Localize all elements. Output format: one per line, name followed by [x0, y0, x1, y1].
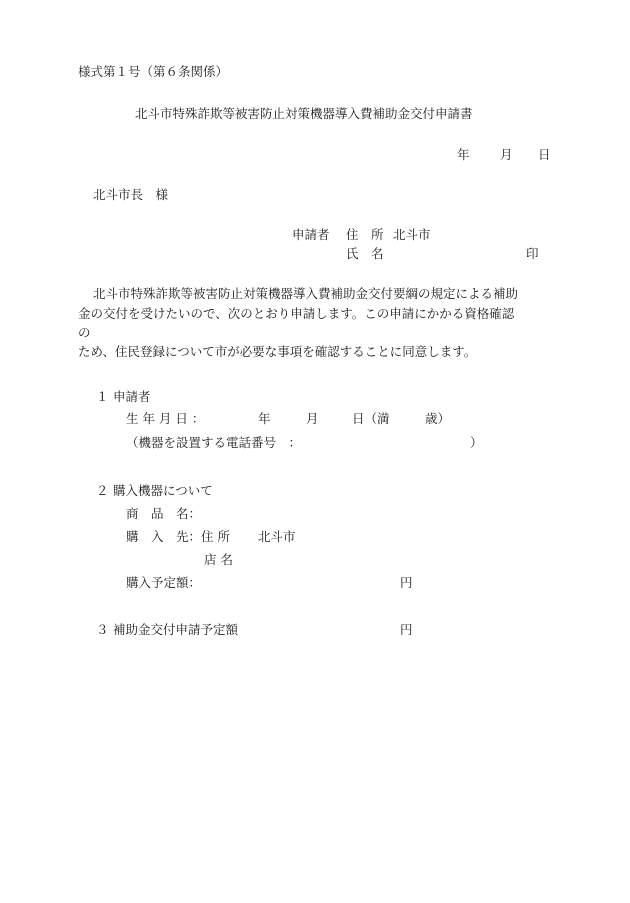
form-title: 北斗市特殊詐欺等被害防止対策機器導入費補助金交付申請書	[135, 106, 473, 121]
dob-day-label: 日（満	[352, 411, 390, 426]
applicant-address-value: 北斗市	[393, 227, 431, 242]
vendor-label: 購 入 先：住 所	[126, 529, 230, 544]
body-line-3: の	[78, 325, 91, 340]
purchase-price-label: 購入予定額：	[126, 575, 202, 590]
section1-heading: 申請者	[113, 389, 151, 404]
section3-heading: 補助金交付申請予定額	[113, 622, 239, 637]
section3-number: ３	[96, 622, 109, 637]
phone-close-paren: ）	[470, 435, 483, 450]
applicant-address-label: 住 所	[346, 227, 384, 242]
vendor-address-value: 北斗市	[258, 529, 296, 544]
body-line-2: 金の交付を受けたいので、次のとおり申請します。この申請にかかる資格確認	[78, 306, 515, 321]
subsidy-amount-unit: 円	[400, 622, 413, 637]
dob-year-label: 年	[258, 411, 271, 426]
date-year-label: 年	[457, 147, 470, 162]
section1-number: １	[96, 389, 109, 404]
product-name-label: 商 品 名：	[126, 506, 202, 521]
date-day-label: 日	[538, 147, 551, 162]
dob-label: 生 年 月 日 ：	[126, 411, 205, 426]
section2-number: ２	[96, 483, 109, 498]
addressee: 北斗市長 様	[93, 187, 169, 202]
applicant-name-label: 氏 名	[346, 246, 384, 261]
store-name-label: 店 名	[204, 552, 233, 567]
form-number: 様式第１号（第６条関係）	[78, 64, 229, 79]
purchase-price-unit: 円	[400, 575, 413, 590]
applicant-label: 申請者	[292, 227, 330, 242]
body-line-4: ため、住民登録について市が必要な事項を確認することに同意します。	[78, 344, 477, 359]
dob-month-label: 月	[306, 411, 319, 426]
section2-heading: 購入機器について	[113, 483, 213, 498]
phone-label: （機器を設置する電話番号 ：	[126, 435, 302, 450]
body-line-1: 北斗市特殊詐欺等被害防止対策機器導入費補助金交付要綱の規定による補助	[93, 286, 519, 301]
seal-mark: 印	[526, 246, 539, 261]
date-month-label: 月	[500, 147, 513, 162]
dob-age-label: 歳）	[425, 411, 451, 426]
